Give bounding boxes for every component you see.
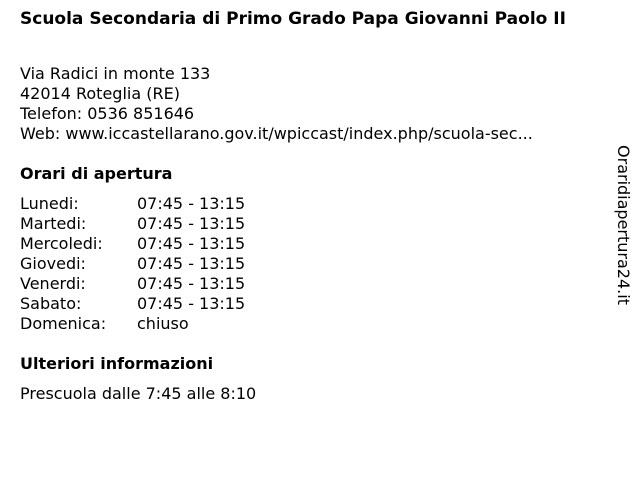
more-info-text: Prescuola dalle 7:45 alle 8:10: [20, 384, 257, 403]
opening-hours-table: [20, 194, 245, 334]
more-info-heading: Ulteriori informazioni: [20, 354, 214, 373]
hours-day: Domenica:: [20, 314, 107, 333]
hours-time: 07:45 - 13:15: [137, 254, 246, 273]
city-address: 42014 Roteglia (RE): [20, 84, 180, 103]
phone-number: Telefon: 0536 851646: [20, 104, 195, 123]
hours-row: [20, 194, 245, 214]
hours-row: [20, 214, 245, 234]
hours-row: [20, 314, 245, 334]
hours-day: Mercoledi:: [20, 234, 103, 253]
hours-day: Sabato:: [20, 294, 82, 313]
hours-time: 07:45 - 13:15: [137, 194, 246, 213]
hours-time: 07:45 - 13:15: [137, 294, 246, 313]
hours-day: Lunedi:: [20, 194, 79, 213]
hours-row: [20, 274, 245, 294]
hours-time: 07:45 - 13:15: [137, 234, 246, 253]
page-title: Scuola Secondaria di Primo Grado Papa Giovanni Paolo II: [20, 9, 566, 29]
hours-row: [20, 234, 245, 254]
hours-row: [20, 254, 245, 274]
website-link: Web: www.iccastellarano.gov.it/wpiccast/index.php/scuola-sec...: [20, 124, 533, 143]
address-block: [20, 64, 600, 144]
hours-time: 07:45 - 13:15: [137, 214, 246, 233]
hours-day: Martedi:: [20, 214, 87, 233]
brand-watermark: Oraridiapertura24.it: [614, 145, 633, 305]
hours-day: Venerdi:: [20, 274, 86, 293]
street-address: Via Radici in monte 133: [20, 64, 211, 83]
hours-row: [20, 294, 245, 314]
opening-hours-heading: Orari di apertura: [20, 164, 173, 183]
hours-day: Giovedi:: [20, 254, 86, 273]
hours-time: chiuso: [137, 314, 189, 333]
hours-time: 07:45 - 13:15: [137, 274, 246, 293]
